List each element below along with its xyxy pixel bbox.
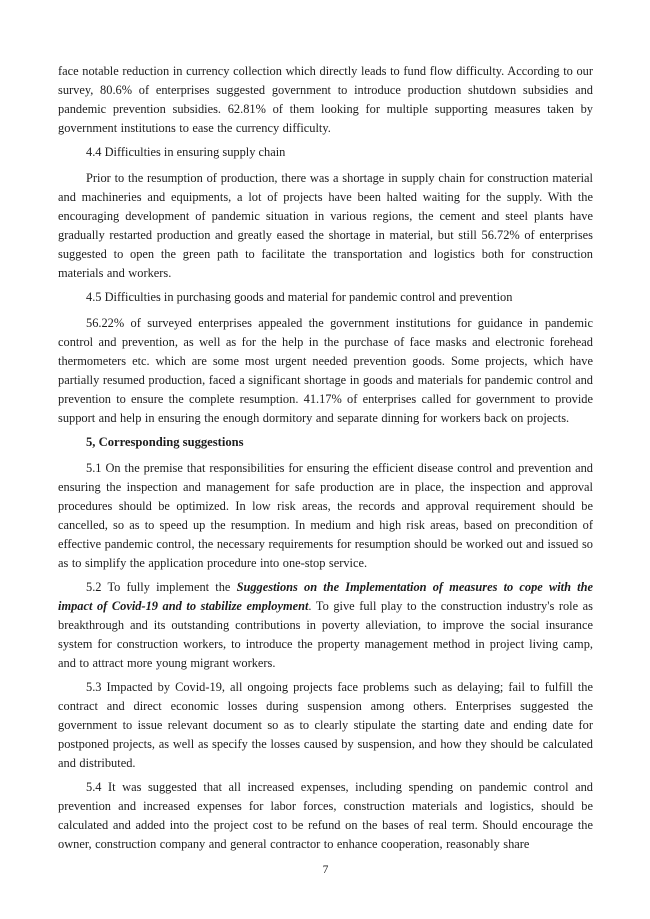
paragraph-5-2-prefix: 5.2 To fully implement the — [86, 580, 237, 594]
paragraph-4-4-supply-chain: Prior to the resumption of production, there was a shortage in supply chain for construction material and machineries and equipments, a lot of projects have been halted waiting for the supply. With the encouraging development of pandemic situation in various regions, the cement and steel plants have gradually restarted production and greatly eased the shortage in material, but still 56.72% of enterprises suggested to open the green path to facilitate the transportation and logistics both for construction materials and workers. — [58, 171, 593, 280]
heading-4-5-purchasing-goods: 4.5 Difficulties in purchasing goods and material for pandemic control and prevention — [86, 290, 513, 304]
paragraph-5-1-approval-procedures: 5.1 On the premise that responsibilities for ensuring the efficient disease control and prevention and ensuring the inspection and management for safe production are in place, the inspection and approval procedures should be optimized. In low risk areas, the records and approval requirement should be cancelled, so as to speed up the resumption. In medium and high risk areas, based on precondition of effective pandemic control, the necessary requirements for resumption should be worked out and issued so as to simplify the application procedure into one-stop service. — [58, 461, 593, 570]
paragraph-5-2-policy-title-emphasis: Suggestions on the Implementation of measures to cope with the impact of Covid-19 and to stabilize employment — [58, 580, 593, 613]
paragraph-5-2-implementation — [58, 578, 593, 673]
paragraph-4-5-pandemic-goods: 56.22% of surveyed enterprises appealed the government institutions for guidance in pandemic control and prevention, as well as for the help in the purchase of face masks and electronic forehead thermometers etc. which are some most urgent needed prevention goods. Some projects, which have partially resumed production, faced a significant shortage in goods and materials for pandemic control and prevention to ensure the complete resumption. 41.17% of enterprises called for government to provide support and help in ensuring the enough dormitory and separate dinning for workers back on projects. — [58, 316, 593, 425]
paragraph-5-2-suffix: . To give full play to the construction industry's role as breakthrough and its outstanding contributions in poverty alleviation, to improve the social insurance system for construction workers, to introduce the property management method in project living camp, and to attract more young migrant workers. — [58, 599, 594, 670]
paragraph-5-3-project-delays: 5.3 Impacted by Covid-19, all ongoing projects face problems such as delaying; fail to fulfill the contract and direct economic losses during suspension among others. Enterprises suggested the government to issue relevant document so as to clearly stipulate the starting date and ending date for postponed projects, as well as specify the losses caused by suspension, and how they should be calculated and distributed. — [58, 680, 593, 770]
page-number: 7 — [322, 864, 329, 876]
paragraph-fund-flow-continuation: face notable reduction in currency collection which directly leads to fund flow difficulty. According to our survey, 80.6% of enterprises suggested government to introduce production shutdown subsidies and pandemic prevention subsidies. 62.81% of them looking for multiple supporting measures taken by government institutions to ease the currency difficulty. — [58, 64, 593, 135]
heading-5-corresponding-suggestions: 5, Corresponding suggestions — [86, 435, 244, 449]
paragraph-5-4-increased-expenses: 5.4 It was suggested that all increased expenses, including spending on pandemic control and prevention and increased expenses for labor forces, construction materials and logistics, should be calculated and added into the project cost to be refund on the bases of real term. Should encourage the owner, construction company and general contractor to enhance cooperation, reasonably share — [58, 780, 593, 851]
heading-4-4-supply-chain: 4.4 Difficulties in ensuring supply chain — [86, 145, 286, 159]
